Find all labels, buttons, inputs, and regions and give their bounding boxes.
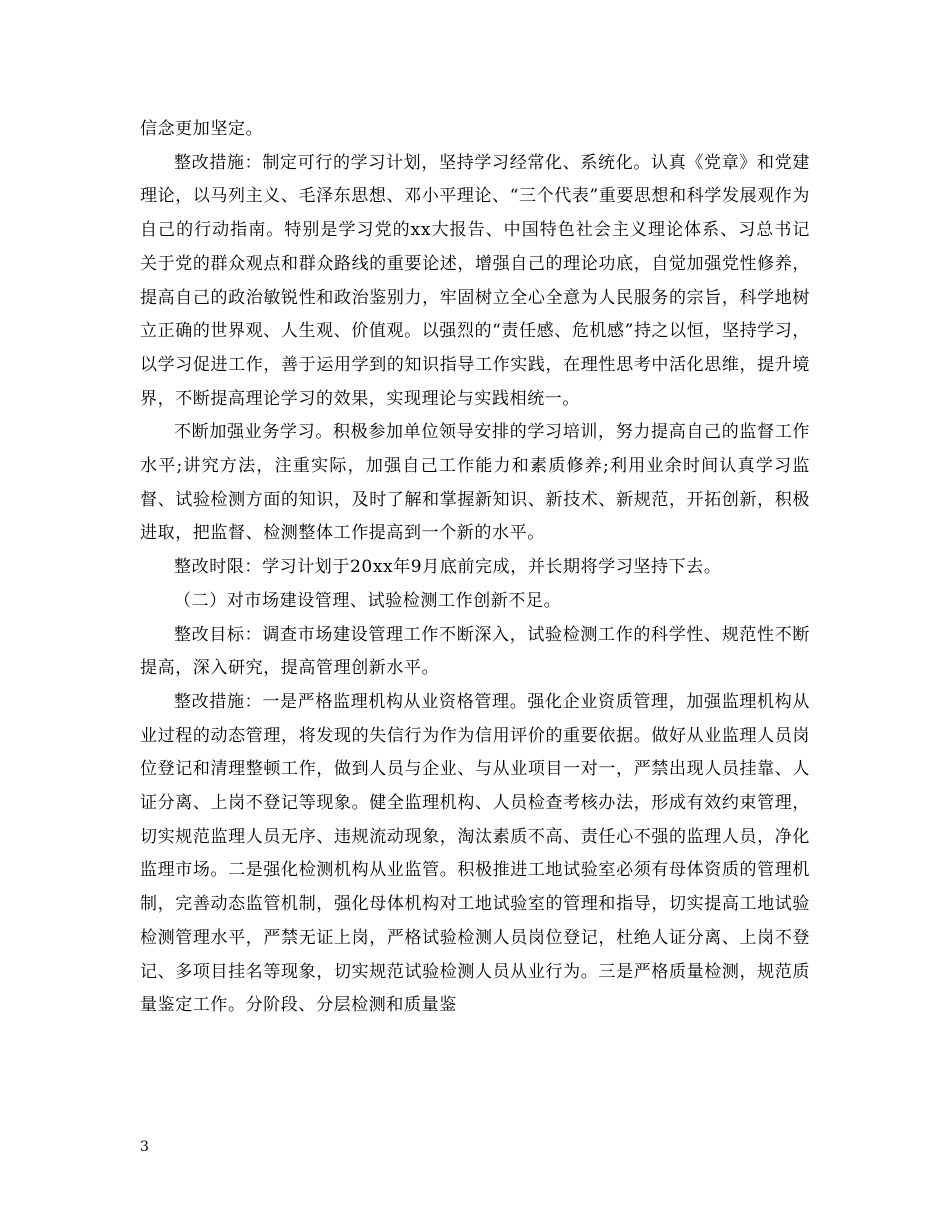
paragraph-rectification-goal: 整改目标：调查市场建设管理工作不断深入，试验检测工作的科学性、规范性不断提高，深入研究，提高管理创新水平。 — [140, 624, 810, 679]
paragraph-rectification-measures-2: 整改措施：一是严格监理机构从业资格管理。强化企业资质管理，加强监理机构从业过程的动态管理，将发现的失信行为作为信用评价的重要依据。做好从业监理人员岗位登记和清理整顿工作，做到人员与企业、与从业项目一对一，严禁出现人员挂靠、人证分离、上岗不登记等现象。健全监理机构、人员检查考核办法，形成有效约束管理，切实规范监理人员无序、违规流动现象，淘汰素质不高、责任心不强的监理人员，净化监理市场。二是强化检测机构从业监管。积极推进工地试验室必须有母体资质的管理机制，完善动态监管机制，强化母体机构对工地试验室的管理和指导，切实提高工地试验检测管理水平，严禁无证上岗，严格试验检测人员岗位登记，杜绝人证分离、上岗不登记、多项目挂名等现象，切实规范试验检测人员从业行为。三是严格质量检测，规范质量鉴定工作。分阶段、分层检测和质量鉴 — [140, 691, 810, 1016]
paragraph-business-study: 不断加强业务学习。积极参加单位领导安排的学习培训，努力提高自己的监督工作水平;讲究方法，注重实际，加强自己工作能力和素质修养;利用业余时间认真学习监督、试验检测方面的知识，及时了解和掌握新知识、新技术、新规范，开拓创新，积极进取，把监督、检测整体工作提高到一个新的水平。 — [140, 422, 810, 544]
paragraph-continuation: 信念更加坚定。 — [140, 119, 264, 139]
page-number: 3 — [140, 1139, 149, 1155]
document-body — [140, 113, 810, 1023]
section-heading-2: （二）对市场建设管理、试验检测工作创新不足。 — [174, 590, 562, 611]
paragraph-deadline: 整改时限：学习计划于20xx年9月底前完成，并长期将学习坚持下去。 — [174, 557, 722, 578]
paragraph-rectification-measures: 整改措施：制定可行的学习计划，坚持学习经常化、系统化。认真《党章》和党建理论，以马列主义、毛泽东思想、邓小平理论、“三个代表”重要思想和科学发展观作为自己的行动指南。特别是学习党的xx大报告、中国特色社会主义理论体系、习总书记关于党的群众观点和群众路线的重要论述，增强自己的理论功底，自觉加强党性修养，提高自己的政治敏锐性和政治鉴别力，牢固树立全心全意为人民服务的宗旨，科学地树立正确的世界观、人生观、价值观。以强烈的“责任感、危机感”持之以恒，坚持学习，以学习促进工作，善于运用学到的知识指导工作实践，在理性思考中活化思维，提升境界，不断提高理论学习的效果，实现理论与实践相统一。 — [140, 152, 810, 409]
